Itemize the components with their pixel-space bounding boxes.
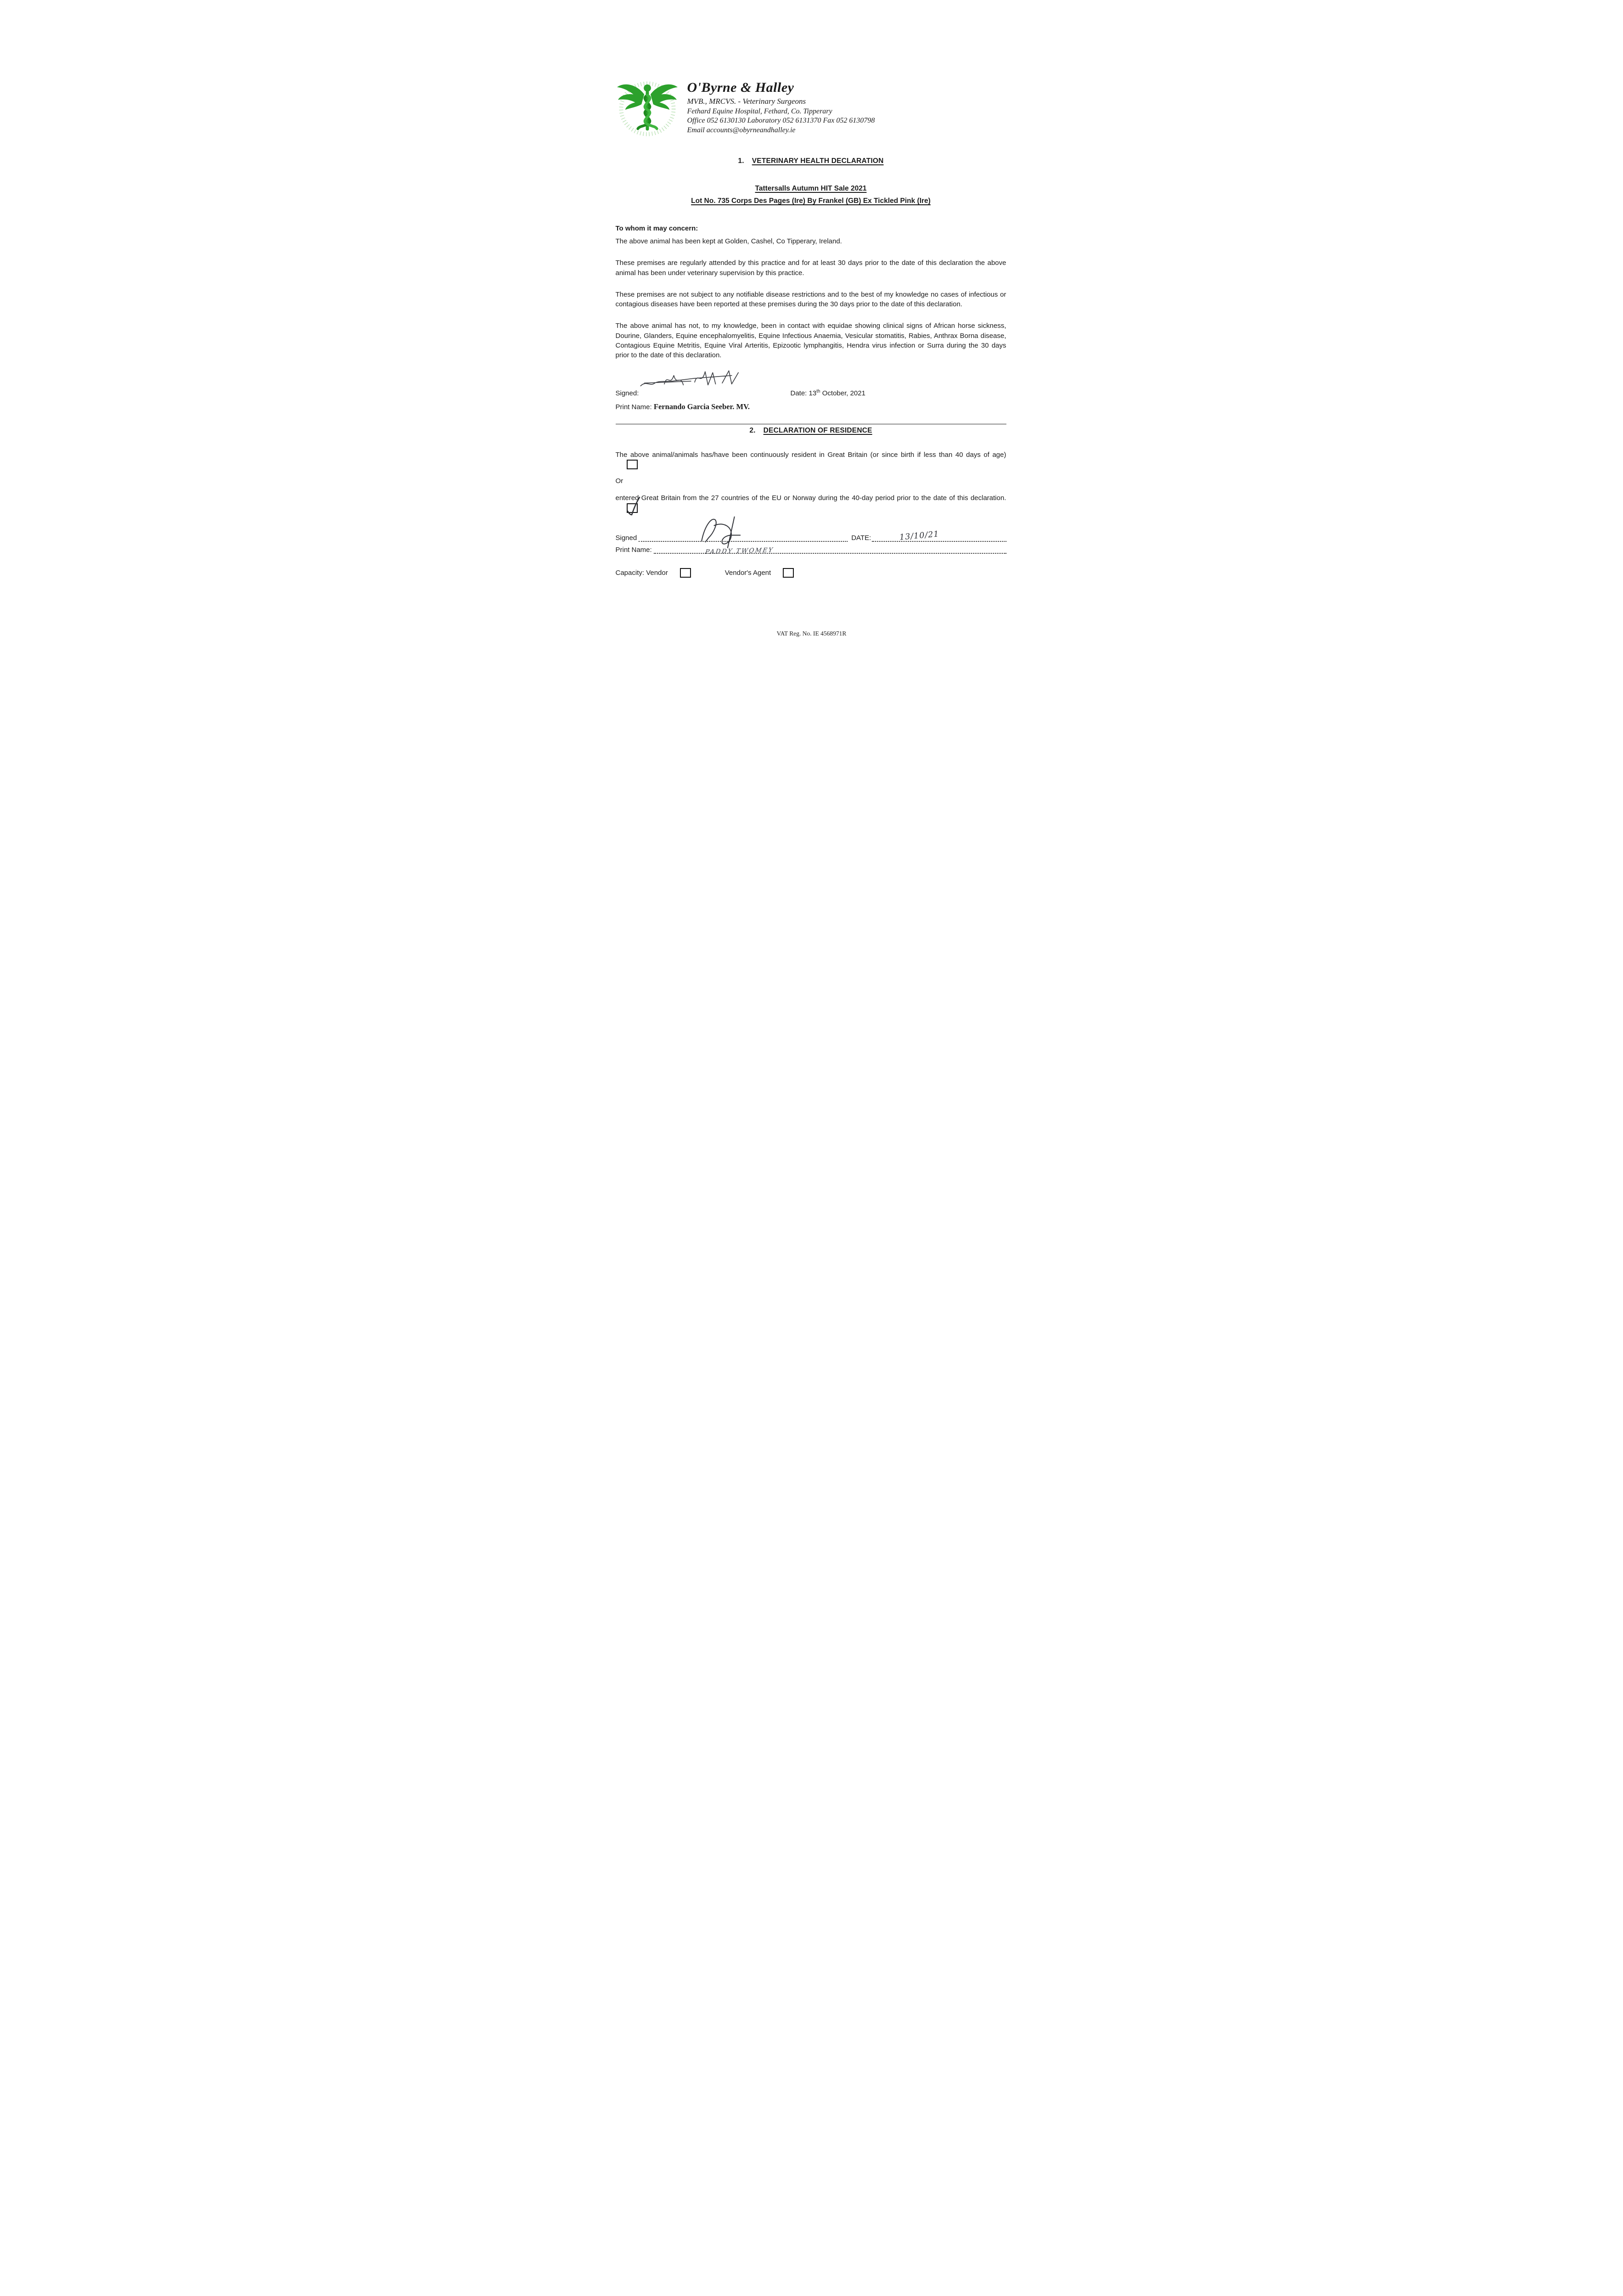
vet-print-name-row <box>616 402 1006 411</box>
section2-heading <box>616 427 1006 435</box>
lot-title: Lot No. 735 Corps Des Pages (Ire) By Frankel (GB) Ex Tickled Pink (Ire) <box>691 197 931 205</box>
resident-option <box>616 450 1006 471</box>
section2-number: 2. <box>749 426 756 434</box>
print-name-label: Print Name: <box>615 403 652 411</box>
entered-checkbox[interactable] <box>627 503 638 513</box>
practice-name: O'Byrne & Halley <box>687 80 794 95</box>
signed2-label: Signed <box>615 534 637 542</box>
handwritten-date: 13/10/21 <box>899 529 940 542</box>
vendor-checkbox[interactable] <box>680 568 691 578</box>
resident-option-text: The above animal/animals has/have been continuously resident in Great Britain (or since birth if less than 40 days of age) <box>615 450 1006 459</box>
practice-qualifications: MVB., MRCVS. - Veterinary Surgeons <box>687 97 806 106</box>
vendor-signature <box>690 513 806 548</box>
letterhead <box>616 79 1006 137</box>
salutation: To whom it may concern: <box>615 225 698 232</box>
practice-contact-numbers: Office 052 6130130 Laboratory 052 6131370 Fax 052 6130798 <box>687 117 875 125</box>
date2-label: DATE: <box>851 534 871 542</box>
no-contact-paragraph: The above animal has not, to my knowledge, been in contact with equidae showing clinical signs of African horse sickness, Dourine, Glanders, Equine encephalomyelitis, Equine Infectious Anaemia, Vesicular stomatitis, Rabies, Anthrax Borna disease, Contagious Equine Metritis, Equine Viral Arteritis, Epizootic lymphangitis, Hendra virus infection or Surra during the 30 days prior to the date of this declaration. <box>615 322 1006 360</box>
vat-registration: VAT Reg. No. IE 4568971R <box>776 630 847 637</box>
practice-email: Email accounts@obyrneandhalley.ie <box>687 126 796 134</box>
vet-signature-block <box>616 376 1006 411</box>
declaration-date: Date: 13th October, 2021 <box>790 388 865 397</box>
section1-number: 1. <box>738 157 744 165</box>
signed-label: Signed: <box>615 389 639 397</box>
print-name-line <box>654 547 1006 554</box>
section1-title: VETERINARY HEALTH DECLARATION <box>752 157 884 165</box>
print-name2-label: Print Name: <box>615 546 652 554</box>
resident-checkbox[interactable] <box>627 460 638 469</box>
vet-signature <box>639 366 748 394</box>
supervision-paragraph: These premises are regularly attended by this practice and for at least 30 days prior to the date of this declaration the above animal has been under veterinary supervision by this practice. <box>615 259 1006 277</box>
kept-at-paragraph: The above animal has been kept at Golden, Cashel, Co Tipperary, Ireland. <box>615 237 842 245</box>
caduceus-icon <box>613 79 682 137</box>
signature-line <box>639 535 848 542</box>
handwritten-print-name: PADDY TWOMEY <box>704 546 774 556</box>
capacity-vendor-label: Capacity: Vendor <box>615 568 668 577</box>
entered-option <box>616 493 1006 514</box>
section2-title: DECLARATION OF RESIDENCE <box>763 426 872 434</box>
vendors-agent-checkbox[interactable] <box>783 568 794 578</box>
vendors-agent-label: Vendor's Agent <box>724 568 771 577</box>
tick-icon <box>626 496 641 517</box>
entered-option-text: entered Great Britain from the 27 countries of the EU or Norway during the 40-day period prior to the date of this declaration. <box>615 494 1006 502</box>
capacity-row <box>616 568 1006 578</box>
date-line <box>872 529 1006 542</box>
practice-address: Fethard Equine Hospital, Fethard, Co. Tipperary <box>687 107 832 115</box>
sale-title: Tattersalls Autumn HIT Sale 2021 <box>755 185 867 192</box>
vendor-print-name-row <box>616 546 1006 554</box>
or-label: Or <box>615 477 623 485</box>
no-restrictions-paragraph: These premises are not subject to any notifiable disease restrictions and to the best of my knowledge no cases of infectious or contagious diseases have been reported at these premises during the 30 days prior to the date of this declaration. <box>615 290 1006 309</box>
document-page <box>559 0 1064 715</box>
vet-print-name: Fernando Garcia Seeber. MV. <box>653 402 750 411</box>
section1-heading <box>616 157 1006 165</box>
vendor-sign-row <box>615 529 1006 542</box>
